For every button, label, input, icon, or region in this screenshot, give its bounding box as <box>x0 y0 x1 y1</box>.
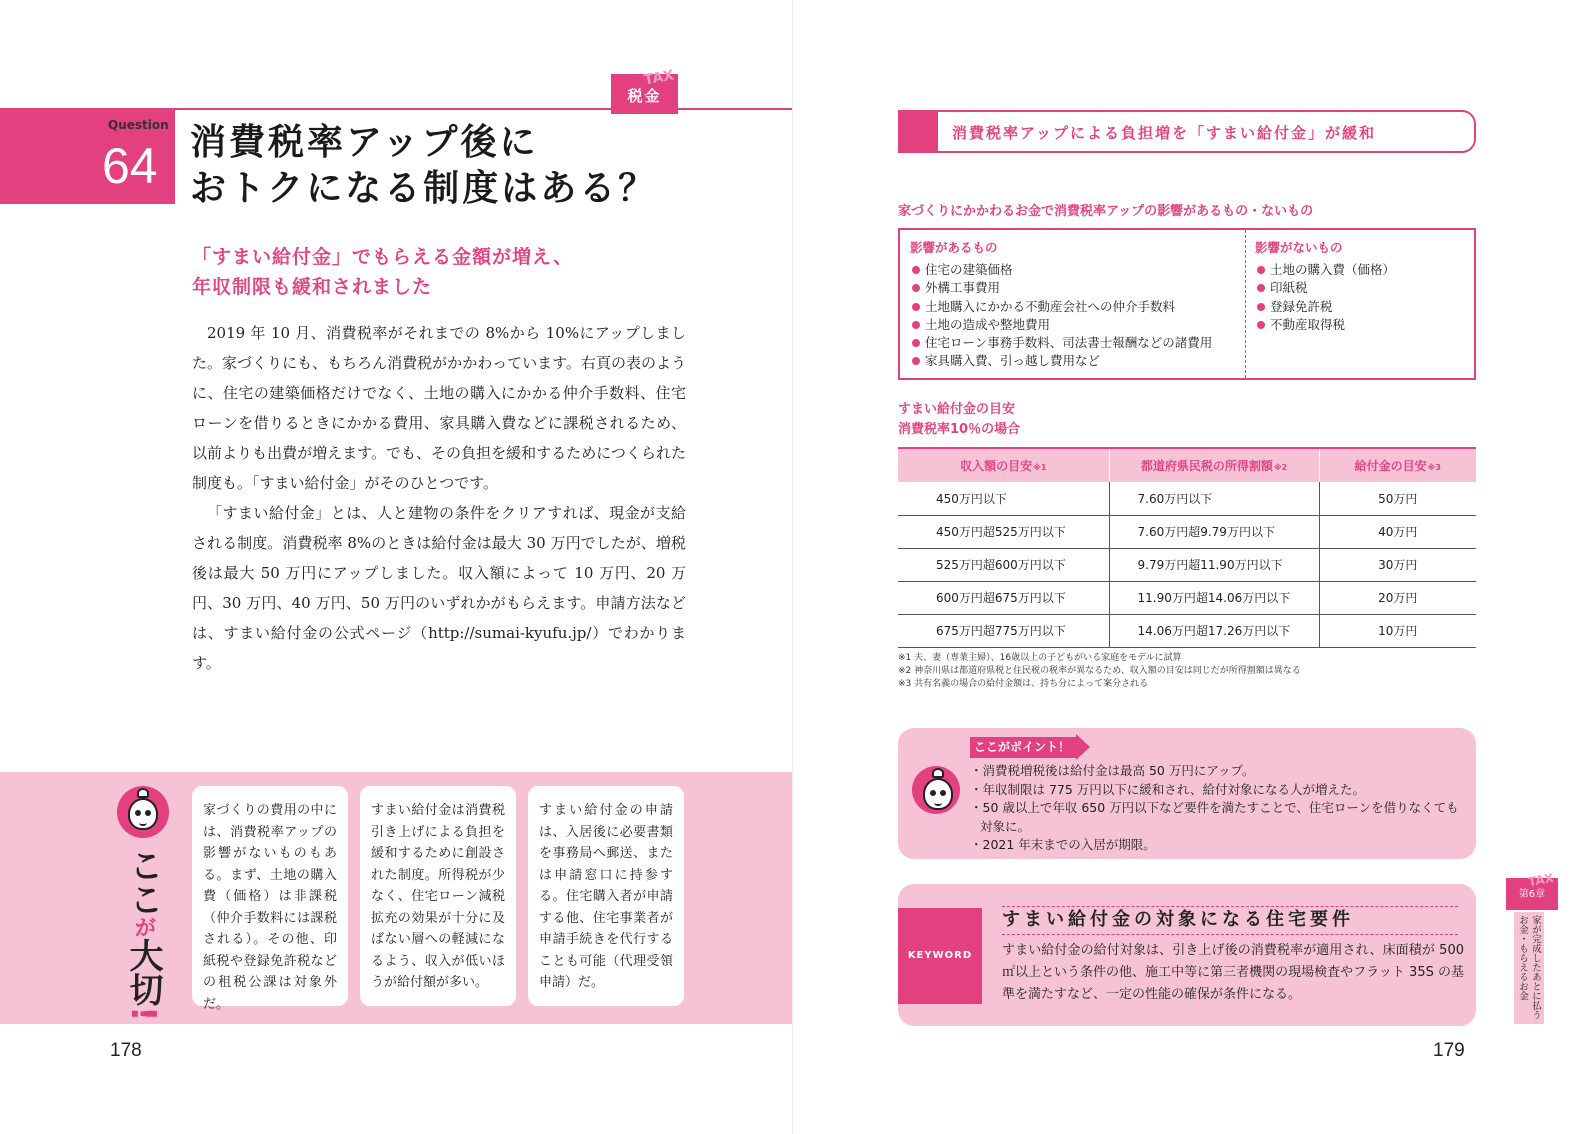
table-cell: 450万円超525万円以下 <box>898 515 1109 548</box>
table-cell: 9.79万円超11.90万円以下 <box>1109 548 1319 581</box>
point-list <box>970 762 1466 855</box>
column-header-income <box>898 448 1109 482</box>
table-cell: 14.06万円超17.26万円以下 <box>1109 614 1319 647</box>
table-note: ※2 神奈川県は都道府県税と住民税の税率が異なるため、収入額の目安は同じだが所得割額は異なる <box>898 666 1301 676</box>
table-row <box>898 548 1476 581</box>
column-header-label: 収入額の目安 <box>960 459 1033 473</box>
mascot-face <box>128 798 158 830</box>
table-cell: 525万円超600万円以下 <box>898 548 1109 581</box>
table-cell: 20万円 <box>1319 581 1476 614</box>
key-point-card: すまい給付金は消費税引き上げによる負担を緩和するために創設された制度。所得税が少なく、住宅ローン減税拡充の効果が十分に及ばない層への軽減になるよう、収入が低いほうが給付額が多い。 <box>360 786 516 1006</box>
list-item: 土地の造成や整地費用 <box>910 316 1212 334</box>
table-heading-line-2: 消費税率10％の場合 <box>898 422 1021 437</box>
mascot-icon <box>117 786 169 838</box>
column-header-tax <box>1109 448 1319 482</box>
effect-divider <box>1245 230 1246 378</box>
list-item: 住宅の建築価格 <box>910 261 1212 279</box>
table-heading-line-1: すまい給付金の目安 <box>898 402 1016 417</box>
table-row <box>898 614 1476 647</box>
keyword-rule-bottom <box>1002 934 1458 935</box>
subtitle-line-2: 年収制限も緩和されました <box>192 276 433 298</box>
table-cell: 675万円超775万円以下 <box>898 614 1109 647</box>
key-point-card: 家づくりの費用の中には、消費税率アップの影響がないものもある。まず、土地の購入費（価格）は非課税（仲介手数料には課税される）。その他、印紙税や登録免許税などの租税公課は対象外だ。 <box>192 786 348 1006</box>
mascot-face <box>923 778 953 810</box>
column-header-note: ※3 <box>1427 463 1441 472</box>
table-cell: 600万円超675万円以下 <box>898 581 1109 614</box>
list-item: 登録免許税 <box>1255 298 1395 316</box>
table-cell: 11.90万円超14.06万円以下 <box>1109 581 1319 614</box>
page-title <box>190 120 657 212</box>
keyword-text: すまい給付金の給付対象は、引き上げ後の消費税率が適用され、床面積が 500㎡以上という条件の他、施工中等に第三者機関の現場検査やフラット 35S の基準を満たすなど、一定の性能の確保が条件になる。 <box>1002 943 1464 1002</box>
category-tag-label: 税金 <box>627 87 662 105</box>
banner-accent-block <box>898 110 938 153</box>
body-text <box>192 318 686 678</box>
table-cell: 50万円 <box>1319 482 1476 515</box>
list-item: 不動産取得税 <box>1255 316 1395 334</box>
table-cell: 7.60万円超9.79万円以下 <box>1109 515 1319 548</box>
table-cell: 7.60万円以下 <box>1109 482 1319 515</box>
keyword-label: KEYWORD <box>898 908 982 1004</box>
list-item: ・年収制限は 775 万円以下に緩和され、給付対象になる人が増えた。 <box>970 781 1366 797</box>
chapter-tab-label: 第6章 <box>1518 889 1546 900</box>
page-title-line-1: 消費税率アップ後に <box>190 122 539 163</box>
benefit-table <box>898 447 1476 648</box>
column-header-label: 給付金の目安 <box>1354 459 1427 473</box>
list-item: 住宅ローン事務手数料、司法書士報酬などの諸費用 <box>910 334 1212 352</box>
chapter-tab <box>1506 870 1558 910</box>
unaffected-title: 影響がないもの <box>1255 240 1343 255</box>
list-item: ・50 歳以上で年収 650 万円以下など要件を満たすことで、住宅ローンを借りなくても対象に。 <box>970 800 1459 834</box>
list-item: 外構工事費用 <box>910 279 1212 297</box>
tax-word-mark: TAX <box>642 67 676 89</box>
page-gutter <box>792 0 793 1134</box>
table-note: ※1 夫、妻（専業主婦）、16歳以上の子どもがいる家庭をモデルに試算 <box>898 653 1182 663</box>
page-number-right: 179 <box>1433 1040 1465 1061</box>
tax-word-mark: TAX <box>1527 870 1556 890</box>
key-point-card: すまい給付金の申請は、入居後に必要書類を事務局へ郵送、または申請窓口に持参する。住宅購入者が申請する他、住宅事業者が申請手続きを代行することも可能（代理受領申請）だ。 <box>528 786 684 1006</box>
column-header-note: ※1 <box>1033 463 1047 472</box>
list-item: 家具購入費、引っ越し費用など <box>910 352 1212 370</box>
page-title-line-2: おトクになる制度はある？ <box>190 168 658 209</box>
question-block <box>0 109 175 204</box>
unaffected-column <box>1255 238 1395 334</box>
body-paragraph-1: 2019 年 10 月、消費税率がそれまでの 8%から 10%にアップしました。家づくりにも、もちろん消費税がかかわっています。右頁の表のように、住宅の建築価格だけでなく、土地の購入にかかる仲介手数料、住宅ローンを借りるときにかかる費用、家具購入費などに課税されるため、以前よりも出費が増えます。でも、その負担を緩和するためにつくられた制度も。「すまい給付金」がそのひとつです。 <box>192 324 686 492</box>
table-cell: 450万円以下 <box>898 482 1109 515</box>
affected-title: 影響があるもの <box>910 240 998 255</box>
column-header-note: ※2 <box>1273 463 1288 472</box>
question-label: Question <box>108 118 169 132</box>
table-header-row <box>898 448 1476 482</box>
subtitle <box>192 242 573 302</box>
list-item: ・消費税増税後は給付金は最高 50 万円にアップ。 <box>970 763 1255 778</box>
key-point-heading-mark: ! <box>123 1006 163 1022</box>
mascot-hair <box>137 788 149 798</box>
table-row <box>898 515 1476 548</box>
list-item: 土地の購入費（価格） <box>1255 261 1395 279</box>
body-paragraph-2: 「すまい給付金」とは、人と建物の条件をクリアすれば、現金が支給される制度。消費税率 8%のときは給付金は最大 30 万円でしたが、増税後は最大 50 万円にアップしました。収入額によって 10 万円、20 万円、30 万円、40 万円、50 万円のいずれかがもらえます。申請方法などは、すまい給付金の公式ページ（http://sumai-kyufu.jp/）でわかります。 <box>192 504 686 672</box>
table-row <box>898 581 1476 614</box>
keyword-title: すまい給付金の対象になる住宅要件 <box>1002 909 1354 930</box>
key-point-heading-part-2: が <box>131 916 156 938</box>
column-header-label: 都道府県民税の所得割額 <box>1140 459 1273 473</box>
table-note: ※3 共有名義の場合の給付金額は、持ち分によって案分される <box>898 679 1149 689</box>
list-item: ・2021 年末までの入居が期限。 <box>970 837 1156 852</box>
table-row <box>898 482 1476 515</box>
point-box <box>898 728 1476 859</box>
effect-section-heading: 家づくりにかかわるお金で消費税率アップの影響があるもの・ないもの <box>898 204 1314 219</box>
section-banner <box>898 110 1476 153</box>
banner-text: 消費税率アップによる負担増を「すまい給付金」が緩和 <box>952 124 1376 142</box>
mascot-hair <box>932 768 944 778</box>
subtitle-line-1: 「すまい給付金」でもらえる金額が増え、 <box>192 246 574 268</box>
table-cell: 30万円 <box>1319 548 1476 581</box>
effect-box <box>898 228 1476 380</box>
page-number-left: 178 <box>110 1040 142 1061</box>
key-point-heading-part-1: ここ <box>123 848 163 916</box>
mascot-icon <box>912 766 960 814</box>
table-cell: 40万円 <box>1319 515 1476 548</box>
table-notes <box>898 652 1301 691</box>
point-label: ここがポイント！ <box>970 737 1076 758</box>
table-section-heading <box>898 400 1020 440</box>
chapter-title: 家が完成したあとに払うお金・もらえるお金 <box>1517 915 1541 1020</box>
list-item: 土地購入にかかる不動産会社への仲介手数料 <box>910 298 1212 316</box>
column-header-benefit <box>1319 448 1476 482</box>
question-number: 64 <box>102 138 158 194</box>
affected-column <box>910 238 1212 371</box>
list-item: 印紙税 <box>1255 279 1395 297</box>
key-point-heading-part-3: 大切 <box>123 938 163 1006</box>
table-cell: 10万円 <box>1319 614 1476 647</box>
key-point-heading <box>121 848 165 1022</box>
keyword-box <box>898 884 1476 1026</box>
